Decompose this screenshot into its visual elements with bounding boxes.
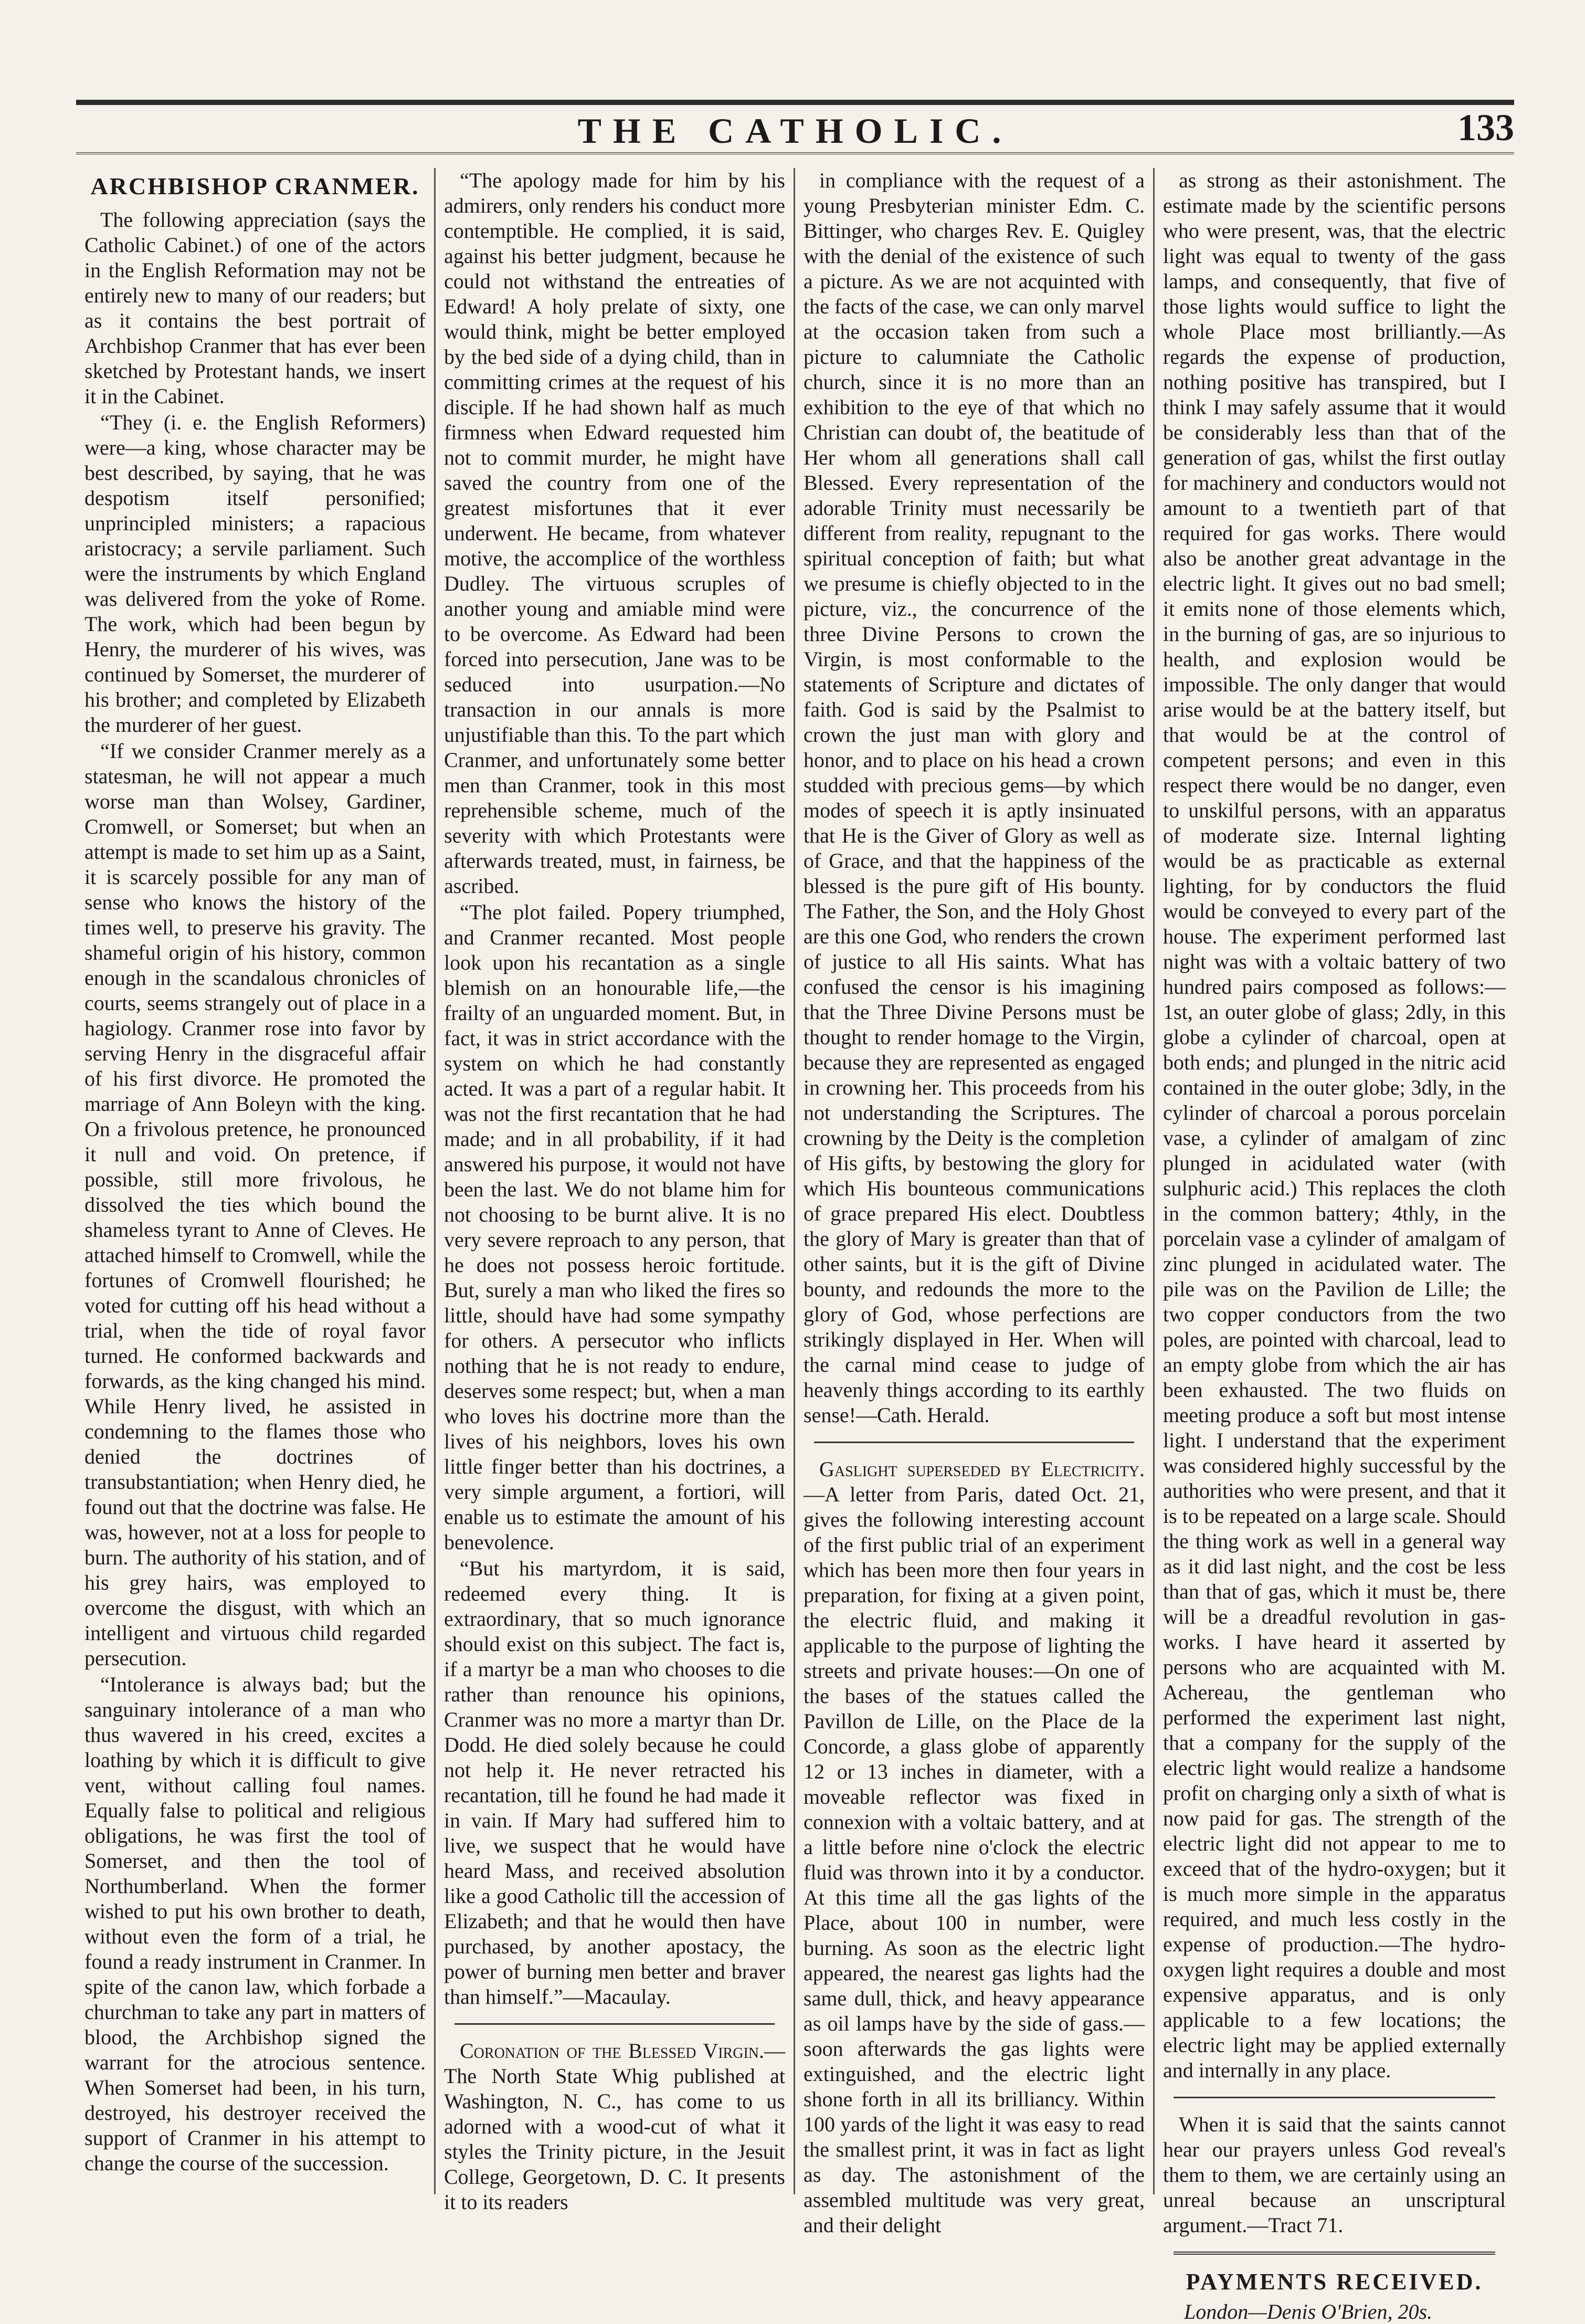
paragraph: “The plot failed. Popery triumphed, and Cranmer recanted. Most people look upon his recantation as a single blemish on an honourable life,—the frailty of an unguarded moment. But, in fact, it was in strict accordance with the system on which he had constantly acted. It was a part of a regular habit. It was not the first recantation that he had made; and in all probability, if it had answered his purpose, it would not have been the last. We do not blame him for not choosing to be burnt alive. It is no very severe reproach to any person, that he does not possess heroic fortitude. But, surely a man who liked the fires so little, should have had some sympathy for others. A persecutor who inflicts nothing that he is not ready to endure, deserves some respect; but, when a man who loves his doctrine more than the lives of his neighbors, loves his own little finger better than his doctrines, a very simple argument, a fortiori, will enable us to estimate the amount of his benevolence. <box>444 900 785 1554</box>
column-1 <box>76 168 436 2194</box>
paragraph: “But his martyrdom, it is said, redeemed every thing. It is extraordinary, that so much ignorance should exist on this subject. The fact is, if a martyr be a man who chooses to die rather than renounce his opinions, Cranmer was no more a martyr than Dr. Dodd. He died solely because he could not help it. He never retracted his recantation, till he found he had made it in vain. If Mary had suffered him to live, we suspect that he would have heard Mass, and received absolution like a good Catholic till the accession of Elizabeth; and that he would then have purchased, by another apostacy, the power of burning men better and braver than himself.”—Macaulay. <box>444 1557 785 2008</box>
column-divider <box>814 1442 1134 1443</box>
masthead <box>76 79 1514 151</box>
page-number: 133 <box>1457 107 1514 149</box>
paragraph: When it is said that the saints cannot hear our prayers unless God reveal's them to them, we are certainly using an unreal because an unscriptural argument.—Tract 71. <box>1163 2112 1506 2237</box>
paragraph: “If we consider Cranmer merely as a statesman, he will not appear a much worse man than Wolsey, Gardiner, Cromwell, or Somerset; but when an attempt is made to set him up as a Saint, it is scarcely possible for any man of sense who knows the history of the times well, to preserve his gravity. The shameful origin of his history, common enough in the scandalous chronicles of courts, seems strangely out of place in a hagiology. Cranmer rose into favor by serving Henry in the disgraceful affair of his first divorce. He promoted the marriage of Ann Boleyn with the king. On a frivolous pretence, he pronounced it null and void. On pretence, if possible, still more frivolous, he dissolved the ties which bound the shameless tyrant to Anne of Cleves. He attached himself to Cromwell, while the fortunes of Cromwell flourished; he voted for cutting off his head without a trial, when the tide of royal favor turned. He conformed backwards and forwards, as the king changed his mind. While Henry lived, he assisted in condemning to the flames those who denied the doctrines of transubstantiation; when Henry died, he found out that the doctrine was false. He was, however, not at a loss for people to burn. The authority of his station, and of his grey hairs, was employed to overcome the disgust, with which an intelligent and virtuous child regarded persecution. <box>84 739 426 1670</box>
gaslight-article <box>804 1457 1145 2238</box>
column-4 <box>1155 168 1514 2323</box>
masthead-top-rule <box>76 100 1514 105</box>
coronation-article <box>444 2038 785 2215</box>
paragraph: “They (i. e. the English Reformers) were—a king, whose character may be best described, by saying, that he was despotism itself personified; unprincipled ministers; a rapacious aristocracy; a servile parliament. Such were the instruments by which England was delivered from the yoke of Rome. The work, which had been begun by Henry, the murderer of his wives, was continued by Somerset, the murderer of his brother; and completed by Elizabeth the murderer of her guest. <box>84 411 426 737</box>
paragraph: The following appreciation (says the Catholic Cabinet.) of one of the actors in the English Reformation may not be entirely new to many of our readers; but as it contains the best portrait of Archbishop Cranmer that has ever been sketched by Protestant hands, we insert it in the Cabinet. <box>84 208 426 408</box>
column-2 <box>436 168 795 2214</box>
masthead-bottom-rule <box>76 152 1514 154</box>
coronation-text: The North State Whig published at Washington, N. C., has come to us adorned with a wood-cut of what it styles the Trinity picture, in the Jesuit College, Georgetown, D. C. It presents it to its readers <box>444 2064 785 2214</box>
gaslight-text: —A letter from Paris, dated Oct. 21, gives the following interesting account of the first public trial of an experiment which has been more then four years in preparation, for fixing at a given point, the electric fluid, and making it applicable to the purpose of lighting the streets and private houses:—On one of the bases of the statues called the Pavillon de Lille, on the Place de la Concorde, a glass globe of apparently 12 or 13 inches in diameter, with a moveable reflector was fixed in connexion with a voltaic battery, and at a little before nine o'clock the electric fluid was thrown into it by a conductor. At this time all the gas lights of the Place, about 100 in number, were burning. As soon as the electric light appeared, the nearest gas lights had the same dull, thick, and heavy appearance as oil lamps have by the side of gass.—soon afterwards the gas lights were extinguished, and the electric light shone forth in all its brilliancy. Within 100 yards of the light it was easy to read the smallest print, it was in fact as light as day. The astonishment of the assembled multitude was very great, and their delight <box>804 1482 1145 2237</box>
columns <box>76 168 1514 2323</box>
paragraph: as strong as their astonishment. The estimate made by the scientific persons who were present, was, that the electric light was equal to twenty of the gass lamps, and consequently, that five of those lights would suffice to light the whole Place most brilliantly.—As regards the expense of production, nothing positive has transpired, but I think I may safely assume that it would be considerably less than that of the generation of gas, whilst the first outlay for machinery and conductors would not amount to a twentieth part of that required for gas works. There would also be another great advantage in the electric light. It gives out no bad smell; it emits none of those elements which, in the burning of gas, are so injurious to health, and explosion would be impossible. The only danger that would arise would be at the battery itself, but that would be at the control of competent persons; and even in this respect there would be no danger, even to unskilful persons, with an apparatus of moderate size. Internal lighting would be as practicable as external lighting, for by conductors the fluid would be conveyed to every part of the house. The experiment performed last night was with a voltaic battery of two hundred pairs composed as follows:—1st, an outer globe of glass; 2dly, in this globe a cylinder of charcoal, open at both ends; and plunged in the nitric acid contained in the outer globe; 3dly, in the cylinder of charcoal a porous porcelain vase, a cylinder of amalgam of zinc plunged in acidulated water (with sulphuric acid.) This replaces the cloth in the common battery; 4thly, in the porcelain vase a cylinder of amalgam of zinc plunged in acidulated water. The pile was on the Pavilion de Lille; the two copper conductors from the two poles, are pointed with charcoal, lead to an empty globe from which the air has been exhausted. The two fluids on meeting produce a soft but most intense light. I understand that the experiment was considered highly successful by the authorities who were present, and that it is to be repeated on a large scale. Should the thing work as well in a general way as it did last night, and the cost be less than that of gas, which it must be, there will be a dreadful revolution in gas-works. I have heard it asserted by persons who are acquainted with M. Achereau, the gentleman who performed the experiment last night, that a company for the supply of the electric light would realize a handsome profit on charging only a sixth of what is now paid for gas. The strength of the electric light did not appear to me to exceed that of the hydro-oxygen; but it is much more simple in the apparatus required, and much less costly in the expense of production.—The hydro-oxygen light requires a double and most expensive apparatus, and is only applicable to a few locations; the electric light may be applied externally and internally in any place. <box>1163 169 1506 2082</box>
payments-item: London—Denis O'Brien, 20s. <box>1184 2300 1433 2323</box>
column-3 <box>795 168 1155 2237</box>
article-headline-cranmer: ARCHBISHOP CRANMER. <box>90 173 420 199</box>
payments-divider <box>1174 2252 1495 2255</box>
gaslight-title: Gaslight superseded by Electricity. <box>819 1457 1145 1481</box>
masthead-title: THE CATHOLIC. <box>577 111 1013 151</box>
paragraph: in compliance with the request of a young Presbyterian minister Edm. C. Bittinger, who charges Rev. E. Quigley with the denial of the existence of such a picture. As we are not acquinted with the facts of the case, we can only marvel at the occasion taken from such a picture to calumniate the Catholic church, since it is no more than an exhibition to the eye of that which no Christian can doubt of, the beatitude of Her whom all generations shall call Blessed. Every representation of the adorable Trinity must necessarily be different from reality, repugnant to the spiritual conception of faith; but what we presume is chiefly objected to in the picture, viz., the concurrence of the three Divine Persons to crown the Virgin, is most conformable to the statements of Scripture and dictates of faith. God is said by the Psalmist to crown the just man with glory and honor, and to place on his head a crown studded with precious gems—by which modes of speech it is aptly insinuated that He is the Giver of Glory as well as of Grace, and that the happiness of the blessed is the pure gift of His bounty. The Father, the Son, and the Holy Ghost are this one God, who renders the crown of justice to all His saints. What has confused the censor is his imagining that the Three Divine Persons must be thought to render homage to the Virgin, because they are represented as engaged in crowning her. This proceeds from his not understanding the Scriptures. The crowning by the Deity is the completion of His gifts, by bestowing the glory for which His bounteous communications of grace prepared His elect. Doubtless the glory of Mary is greater than that of other saints, but it is the gift of Divine bounty, and redounds the more to the glory of God, whose perfections are strikingly displayed in Her. When will the carnal mind cease to judge of heavenly things according to its earthly sense!—Cath. Herald. <box>804 169 1145 1427</box>
paragraph: “Intolerance is always bad; but the sanguinary intolerance of a man who thus wavered in his creed, excites a loathing by which it is difficult to give vent, without calling foul names. Equally false to political and religious obligations, he was first the tool of Somerset, and then the tool of Northumberland. When the former wished to put his own brother to death, without even the form of a trial, he found a ready instrument in Cranmer. In spite of the canon law, which forbade a churchman to take any part in matters of blood, the Archbishop signed the warrant for the atrocious sentence. When Somerset had been, in his turn, destroyed, his destroyer received the support of Cranmer in his attempt to change the course of the succession. <box>84 1673 426 2175</box>
coronation-title: Coronation of the Blessed Virgin.— <box>460 2039 785 2063</box>
paragraph: “The apology made for him by his admirers, only renders his conduct more contemptible. He complied, it is said, against his better judgment, because he could not withstand the entreaties of Edward! A holy prelate of sixty, one would think, might be better employed by the bed side of a dying child, than in committing crimes at the request of his disciple. If he had shown half as much firmness when Edward requested him not to commit murder, he might have saved the country from one of the greatest misfortunes that it ever underwent. He became, from whatever motive, the accomplice of the worthless Dudley. The virtuous scruples of another young and amiable mind were to be overcome. As Edward had been forced into persecution, Jane was to be seduced into usurpation.—No transaction in our annals is more unjustifiable than this. To the part which Cranmer, and unfortunately some better men than Cranmer, took in this most reprehensible scheme, much of the severity with which Protestants were afterwards treated, must, in fairness, be ascribed. <box>444 169 785 898</box>
payments-title: PAYMENTS RECEIVED. <box>1186 2269 1483 2295</box>
column-divider <box>455 2023 775 2025</box>
column-divider <box>1174 2097 1495 2098</box>
